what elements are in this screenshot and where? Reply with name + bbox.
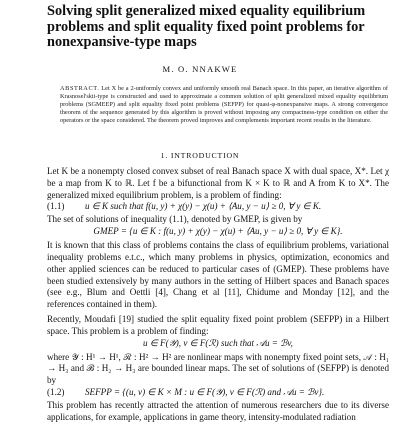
equation-number: (1.1): [47, 201, 65, 212]
section-title: 1. INTRODUCTION: [160, 151, 240, 160]
paragraph: This problem has recently attracted the attention of numerous researchers due to its diverse applications, for example, applications in game theory, intensity-modulated radiation: [47, 399, 389, 422]
equation-expression: u ∈ K such that f(u, y) + χ(y) − χ(u) + ⟨Au, y − u⟩ ≥ 0, ∀ y ∈ K.: [85, 201, 322, 212]
equation-gmep: GMEP = {u ∈ K : f(u, y) + χ(y) − χ(u) + ⟨Au, y − u⟩ ≥ 0, ∀ y ∈ K}.: [93, 226, 343, 237]
abstract-heading: ABSTRACT.: [60, 85, 100, 92]
author-name: M. O. NNAKWE: [162, 64, 238, 74]
paragraph: Let K be a nonempty closed convex subset of real Banach space X with dual space, X*. Let χ be a map from K to ℝ. Let f be a bifunctional from K × K to ℝ and A from K to X*. The generalized mixed equilibrium problem, is a problem of finding:: [47, 166, 389, 200]
paragraph: where 𝒴 : H¹ → H¹, ℛ : H² → H² are nonlinear maps with nonempty fixed point sets, 𝒜 : H₁ → H₃ and ℬ : H₂ → H₃ are bounded linear maps. The set of solutions of (SEFPP) is denoted by: [47, 351, 389, 386]
equation-expression: SEFPP = {(u, v) ∈ K × M : u ∈ F(𝒴), v ∈ F(ℛ) and 𝒜u = ℬv}.: [85, 386, 325, 397]
equation-number: (1.2): [47, 386, 65, 397]
paragraph: It is known that this class of problems contains the class of equilibrium problems, variational inequality problems e.t.c., which many problems in physics, optimization, economics and other applied sciences can be reduced to particular cases of (GMEP). These problems have been studied extensively by many authors in the setting of Hilbert spaces and Banach spaces (see e.g., Blum and Oettli [4], Chang et al [11], Chidume and Monday [12], and the references contained in them).: [47, 240, 389, 310]
paragraph: Recently, Moudafi [19] studied the split equality fixed point problem (SEFPP) in a Hilbert space. This problem is a problem of finding:: [47, 313, 389, 336]
abstract-text: Let X be a 2-uniformly convex and uniformly smooth real Banach space. In this paper, an iterative algorithm of Krasnosel'skii-type is constructed and used to approximate a common solution of split generalized mixed equality equilibrium problems (SGMEEP) and split equality fixed point problems (SEFPP) for quasi-φ-nonexpansive maps. A strong convergence theorem of the sequence generated by this algorithm is proved without imposing any compactness-type condition on either the operators or the space considered. The theorem proved improves and complements important recent results in the literature.: [60, 85, 388, 125]
paragraph: The set of solutions of inequality (1.1), denoted by GMEP, is given by: [47, 214, 303, 225]
paper-title: Solving split generalized mixed equality equilibrium problems and split equality fixed point problems for nonexpansive-type maps: [47, 3, 366, 50]
equation-1-1: [47, 201, 389, 214]
abstract: [60, 85, 388, 125]
body-text: [47, 166, 389, 424]
equation-1-2: [47, 387, 389, 400]
equation-sefpp-problem: u ∈ F(𝒴), v ∈ F(ℛ) such that 𝒜u = ℬv,: [143, 337, 293, 348]
